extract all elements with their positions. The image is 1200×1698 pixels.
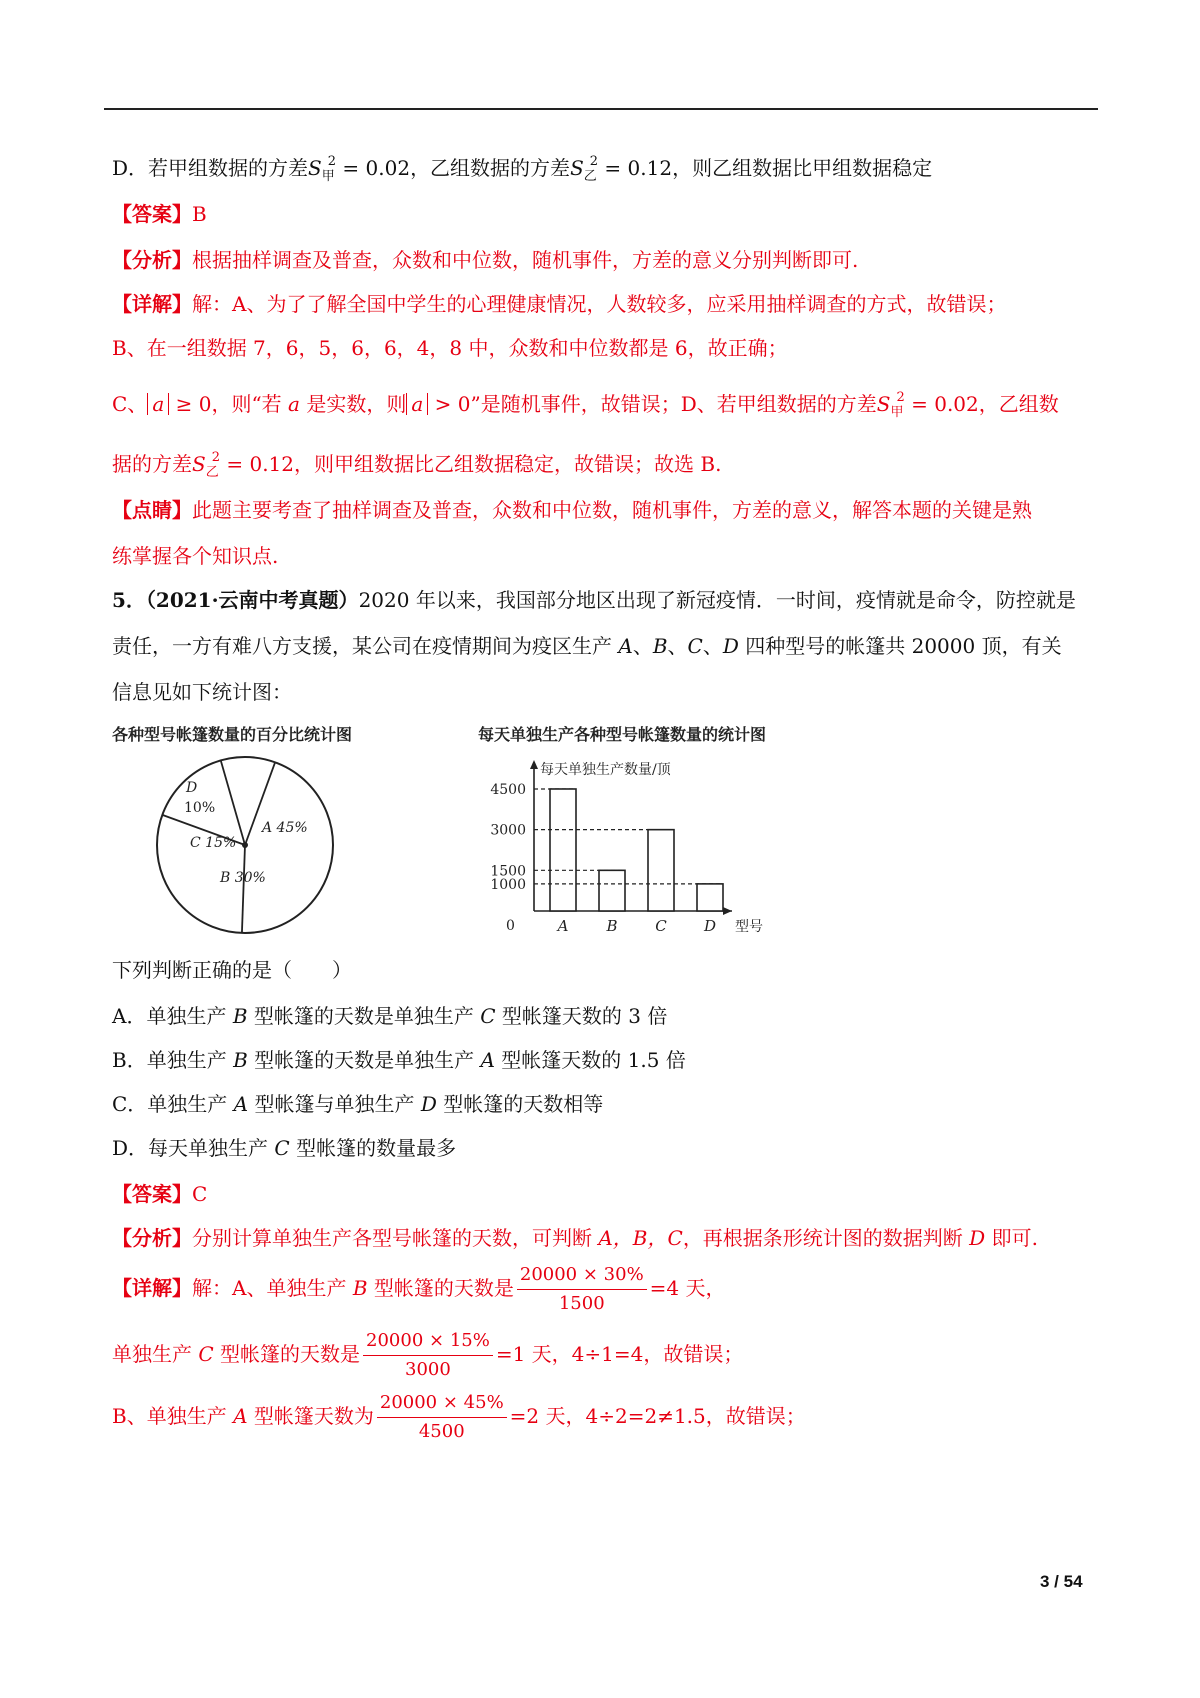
bar-b [599,870,625,911]
bar-chart-title: 每天单独生产各种型号帐篷数量的统计图 [478,725,767,744]
q5-stem-3: 信息见如下统计图： [112,680,292,704]
fraction-b: $\frac{20000 \times 30\%}{1500}$ [517,1264,647,1315]
q5-prompt: 下列判断正确的是（ ） [112,958,352,982]
prev-comment-2: 练掌握各个知识点. [112,544,279,568]
bar-chart [470,748,850,948]
q5-detail-1: 【详解】解：A、单独生产 B 型帐篷的天数是 $\frac{20000 \times 30\%}{1500}$ =4 天， [112,1264,726,1314]
origin-label: 0 [506,918,515,934]
pie-label-a: A 45% [262,820,308,836]
page-number: 3 / 54 [1040,1572,1083,1591]
y-axis-arrow [530,760,538,769]
fraction-c: $\frac{20000 \times 15\%}{3000}$ [363,1330,493,1381]
prev-analysis: 【分析】根据抽样调查及普查，众数和中位数，随机事件，方差的意义分别判断即可. [112,248,859,272]
prev-detail-3: C、 a ≥ 0，则“若 a 是实数，则 a > 0”是随机事件，故错误；D、若甲组数据的方差$S_甲^2 = 0.02$，乙组数 [112,390,1059,420]
pie-chart-title: 各种型号帐篷数量的百分比统计图 [112,725,353,744]
y-tick-4500: 4500 [490,781,526,798]
prev-detail-2: B、在一组数据 7，6，5，6，6，4，8 中，众数和中位数都是 6，故正确； [112,336,788,360]
q5-option-d[interactable]: D．每天单独生产 C 型帐篷的数量最多 [112,1136,457,1160]
x-tick-c: C [655,917,667,935]
pie-label-b: B 30% [220,870,266,886]
bar-c [648,830,674,911]
q5-detail-2: 单独生产 C 型帐篷的天数是 $\frac{20000 \times 15\%}{3000}$ =1 天，4÷1=4，故错误； [112,1330,744,1380]
x-tick-a: A [557,917,569,935]
pie-label-c: C 15% [190,835,237,851]
q5-option-a[interactable]: A．单独生产 B 型帐篷的天数是单独生产 C 型帐篷天数的 3 倍 [112,1004,668,1028]
q5-analysis: 【分析】分别计算单独生产各型号帐篷的天数，可判断 A，B，C，再根据条形统计图的数据判断 D 即可. [112,1226,1038,1250]
q5-option-c[interactable]: C．单独生产 A 型帐篷与单独生产 D 型帐篷的天数相等 [112,1092,604,1116]
prev-answer: 【答案】B [112,202,207,226]
header-rule [104,108,1098,110]
pie-center [242,842,248,848]
x-axis-label: 型号 [735,919,763,935]
y-tick-3000: 3000 [490,822,526,839]
prev-detail-1: 【详解】解：A、为了了解全国中学生的心理健康情况，人数较多，应采用抽样调查的方式，故错误； [112,292,1007,316]
y-tick-1500: 1500 [490,863,526,880]
x-tick-d: D [703,917,717,935]
x-axis-arrow [723,907,732,915]
q5-detail-3: B、单独生产 A 型帐篷天数为 $\frac{20000 \times 45\%}{4500}$ =2 天，4÷2=2≠1.5，故错误； [112,1392,806,1442]
prev-comment-1: 【点睛】此题主要考查了抽样调查及普查，众数和中位数，随机事件，方差的意义，解答本题的关键是熟 [112,498,1032,522]
prev-detail-4: 据的方差$S_乙^2 = 0.12$，则甲组数据比乙组数据稳定，故错误；故选 B. [112,450,722,480]
q5-stem-1: 5．（2021·云南中考真题）2020 年以来，我国部分地区出现了新冠疫情．一时间，疫情就是命令，防控就是 [112,588,1076,612]
q5-answer: 【答案】C [112,1182,208,1206]
bar-d [697,884,723,911]
q5-stem-2: 责任，一方有难八方支援，某公司在疫情期间为疫区生产 A、B、C、D 四种型号的帐篷共 20000 顶，有关 [112,634,1062,658]
bar-a [550,789,576,911]
pie-chart [150,750,340,940]
y-axis-label: 每天单独生产数量/顶 [540,762,671,778]
pie-label-d-name: D [186,780,198,796]
prev-option-d: D．若甲组数据的方差$S_甲^2 = 0.02$，乙组数据的方差$S_乙^2 = 0.12$，则乙组数据比甲组数据稳定 [112,154,933,184]
pie-label-d-value: 10% [184,800,216,816]
q5-option-b[interactable]: B．单独生产 B 型帐篷的天数是单独生产 A 型帐篷天数的 1.5 倍 [112,1048,686,1072]
y-tick-1000: 1000 [490,876,526,893]
x-tick-b: B [606,917,618,935]
fraction-a: $\frac{20000 \times 45\%}{4500}$ [377,1392,507,1443]
